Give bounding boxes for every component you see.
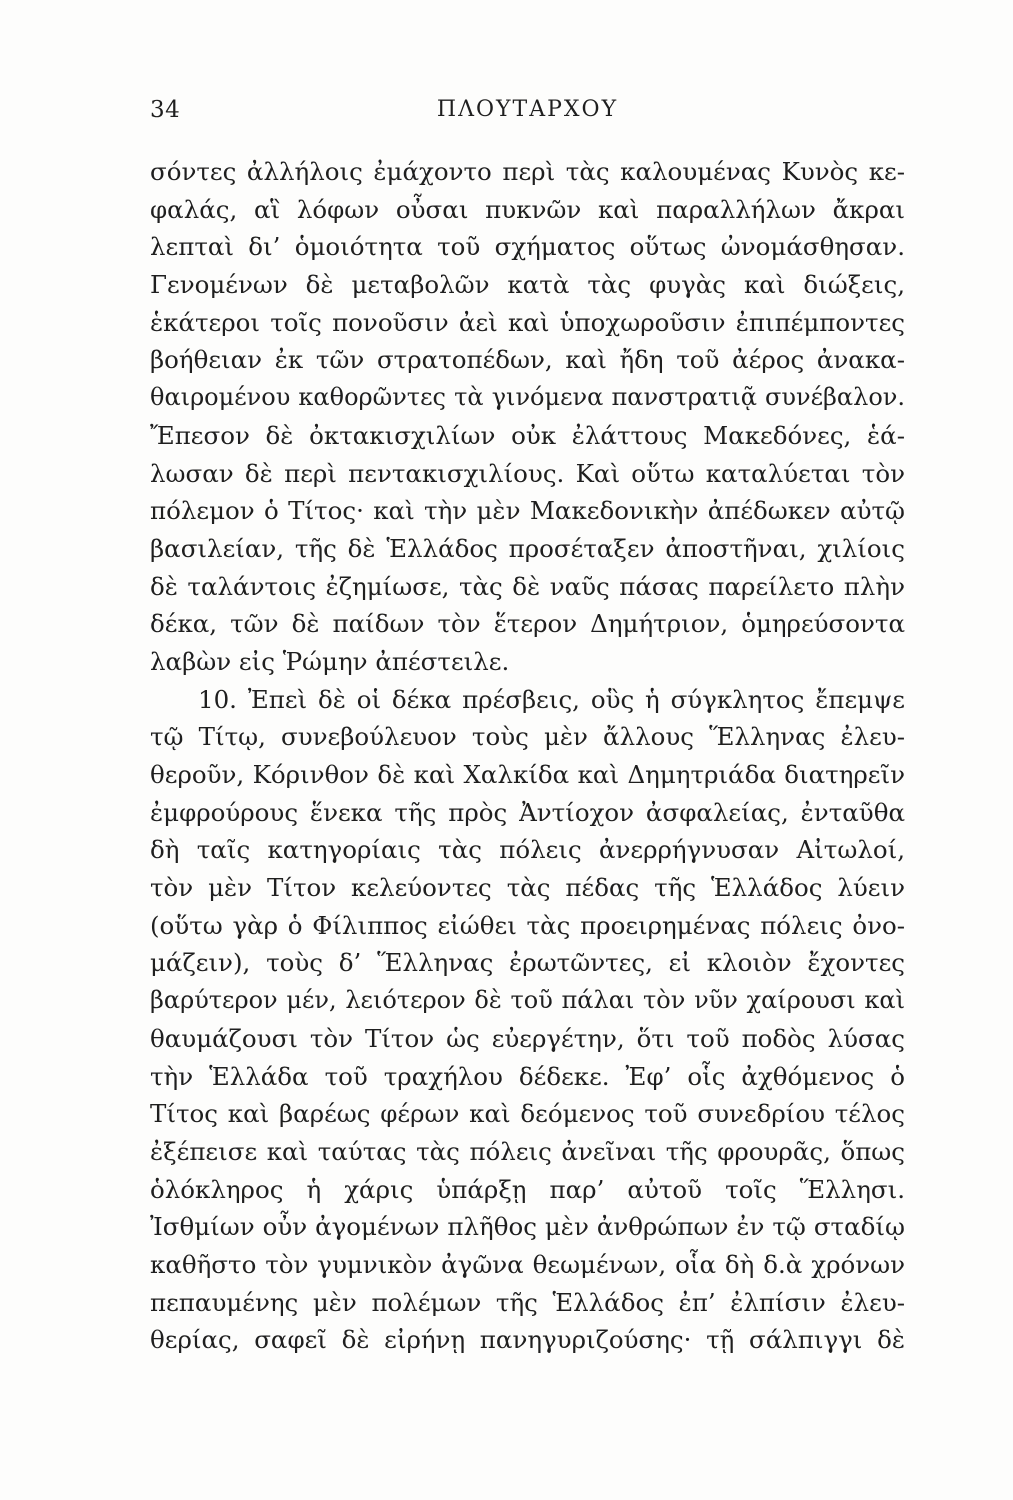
text-line: θεροῦν, Κόρινθον δὲ καὶ Χαλκίδα καὶ Δημητριάδα διατηρεῖν	[150, 760, 905, 789]
text-line: τῷ Τίτῳ, συνεβούλευον τοὺς μὲν ἄλλους Ἕλληνας ἐλευ-	[150, 722, 905, 752]
text-line: λεπταὶ δι’ ὁμοιότητα τοῦ σχήματος οὕτως ὠνομάσθησαν.	[150, 232, 905, 262]
text-line: τὴν Ἑλλάδα τοῦ τραχήλου δέδεκε. Ἐφ’ οἷς ἀχθόμενος ὁ	[150, 1061, 905, 1091]
text-line: βαρύτερον μέν, λειότερον δὲ τοῦ πάλαι τὸν νῦν χαίρουσι καὶ	[150, 986, 905, 1015]
text-line: Γενομένων δὲ μεταβολῶν κατὰ τὰς φυγὰς καὶ διώξεις,	[150, 270, 905, 300]
text-line: λαβὼν εἰς Ῥώμην ἀπέστειλε.	[150, 646, 510, 676]
text-line: δέκα, τῶν δὲ παίδων τὸν ἕτερον Δημήτριον, ὁμηρεύσοντα	[150, 609, 905, 639]
text-line: φαλάς, αἳ λόφων οὖσαι πυκνῶν καὶ παραλλήλων ἄκραι	[150, 194, 905, 224]
text-line: ἐξέπεισε καὶ ταύτας τὰς πόλεις ἀνεῖναι τῆς φρουρᾶς, ὅπως	[150, 1136, 905, 1166]
text-line: σόντες ἀλλήλοις ἐμάχοντο περὶ τὰς καλουμένας Κυνὸς κε-	[150, 157, 905, 186]
page-number: 34	[150, 97, 181, 123]
text-line: βασιλείαν, τῆς δὲ Ἑλλάδος προσέταξεν ἀποστῆναι, χιλίοις	[150, 533, 905, 563]
section-10-start: 10. Ἐπεὶ δὲ οἱ δέκα πρέσβεις, οὓς ἡ σύγκλητος ἔπεμψε	[198, 684, 905, 714]
text-line: θερίας, σαφεῖ δὲ εἰρήνῃ πανηγυριζούσης· τῇ σάλπιγγι δὲ	[150, 1325, 905, 1355]
running-title: ΠΛΟΥΤΑΡΧΟΥ	[436, 97, 619, 122]
text-line: πεπαυμένης μὲν πολέμων τῆς Ἑλλάδος ἐπ’ ἐλπίσιν ἐλευ-	[150, 1287, 905, 1317]
text-line: ὁλόκληρος ἡ χάρις ὑπάρξῃ παρ’ αὐτοῦ τοῖς Ἕλλησι.	[150, 1174, 905, 1204]
text-line: Τίτος καὶ βαρέως φέρων καὶ δεόμενος τοῦ συνεδρίου τέλος	[150, 1099, 905, 1129]
text-line: θαυμάζουσι τὸν Τίτον ὡς εὐεργέτην, ὅτι τοῦ ποδὸς λύσας	[150, 1023, 905, 1053]
text-line: δὴ ταῖς κατηγορίαις τὰς πόλεις ἀνερρήγνυσαν Αἰτωλοί,	[150, 835, 905, 865]
text-line: μάζειν), τοὺς δ’ Ἕλληνας ἐρωτῶντες, εἰ κλοιὸν ἔχοντες	[150, 948, 905, 978]
text-line: δὲ ταλάντοις ἐζημίωσε, τὰς δὲ ναῦς πάσας παρείλετο πλὴν	[150, 571, 905, 601]
text-line: Ἰσθμίων οὖν ἀγομένων πλῆθος μὲν ἀνθρώπων ἐν τῷ σταδίῳ	[150, 1212, 905, 1242]
text-line: (οὕτω γὰρ ὁ Φίλιππος εἰώθει τὰς προειρημένας πόλεις ὀνο-	[150, 910, 905, 940]
body-text	[150, 153, 905, 1359]
text-line: ἑκάτεροι τοῖς πονοῦσιν ἀεὶ καὶ ὑποχωροῦσιν ἐπιπέμποντες	[150, 307, 905, 337]
text-line: θαιρομένου καθορῶντες τὰ γινόμενα πανστρατιᾷ συνέβαλον.	[150, 383, 905, 412]
text-line: καθῆστο τὸν γυμνικὸν ἀγῶνα θεωμένων, οἷα δὴ δ.ὰ χρόνων	[150, 1249, 905, 1279]
text-line: πόλεμον ὁ Τίτος· καὶ τὴν μὲν Μακεδονικὴν ἀπέδωκεν αὐτῷ	[150, 496, 905, 526]
text-line: λωσαν δὲ περὶ πεντακισχιλίους. Καὶ οὕτω καταλύεται τὸν	[150, 458, 905, 488]
text-line: ἐμφρούρους ἕνεκα τῆς πρὸς Ἀντίοχον ἀσφαλείας, ἐνταῦθα	[150, 797, 905, 827]
text-line: τὸν μὲν Τίτον κελεύοντες τὰς πέδας τῆς Ἑλλάδος λύειν	[150, 873, 905, 903]
running-head	[150, 90, 905, 130]
text-line: βοήθειαν ἐκ τῶν στρατοπέδων, καὶ ἤδη τοῦ ἀέρος ἀνακα-	[150, 345, 905, 375]
text-line: Ἔπεσον δὲ ὀκτακισχιλίων οὐκ ἐλάττους Μακεδόνες, ἑά-	[150, 420, 905, 450]
